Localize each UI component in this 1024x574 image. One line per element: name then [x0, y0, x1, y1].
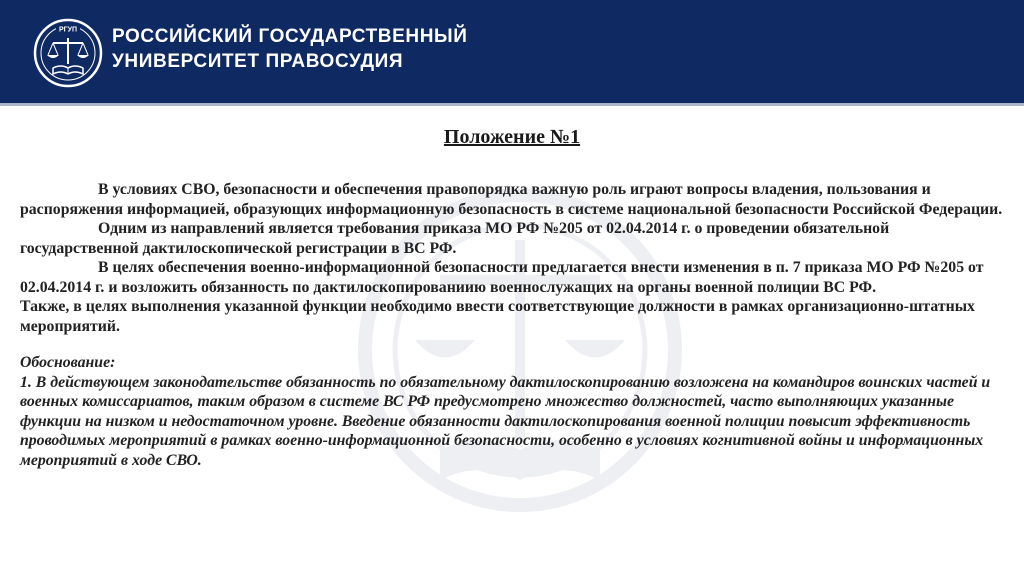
- header-bar: [0, 0, 1024, 103]
- header-divider: [0, 103, 1024, 106]
- university-name-line1: РОССИЙСКИЙ ГОСУДАРСТВЕННЫЙ: [112, 26, 468, 47]
- page-title: Положение №1: [443, 126, 581, 148]
- university-logo-icon: [33, 18, 103, 88]
- paragraph-1: В условиях СВО, безопасности и обеспечения правопорядка важную роль играют вопросы владения, пользования и распоряжения информацией, образующих информационную безопасность в системе национальной безопасности Российской Федерации.: [20, 181, 1003, 218]
- university-name-line2: УНИВЕРСИТЕТ ПРАВОСУДИЯ: [112, 51, 404, 72]
- justification-heading: Обоснование:: [20, 354, 116, 371]
- university-name: [112, 24, 468, 74]
- svg-text:РГУП: РГУП: [58, 26, 78, 34]
- paragraph-2: Одним из направлений является требования приказа МО РФ №205 от 02.04.2014 г. о проведении обязательной государственной дактилоскопической регистрации в ВС РФ.: [20, 220, 890, 257]
- paragraph-spacer: [20, 336, 1005, 353]
- justification-text: 1. В действующем законодательстве обязанность по обязательному дактилоскопированию возложена на командиров воинских частей и военных комиссариатов, таким образом в системе ВС РФ предусмотрено множество должностей, часто выполняющих указанные функции на низком и недостаточном уровне. Введение обязанности дактилоскопирования военной полиции повысит эффективность проводимых мероприятий в рамках военно-информационной безопасности, особенно в условиях когнитивной войны и информационных мероприятий в ходе СВО.: [20, 373, 991, 469]
- paragraph-3: В целях обеспечения военно-информационной безопасности предлагается внести изменения в п. 7 приказа МО РФ №205 от 02.04.2014 г. и возложить обязанность по дактилоскопированиию военнослужащих на органы военной полиции ВС РФ.: [20, 259, 984, 296]
- paragraph-4: Также, в целях выполнения указанной функции необходимо ввести соответствующие должности в рамках организационно-штатных мероприятий.: [20, 298, 975, 335]
- document-body: [20, 180, 1005, 470]
